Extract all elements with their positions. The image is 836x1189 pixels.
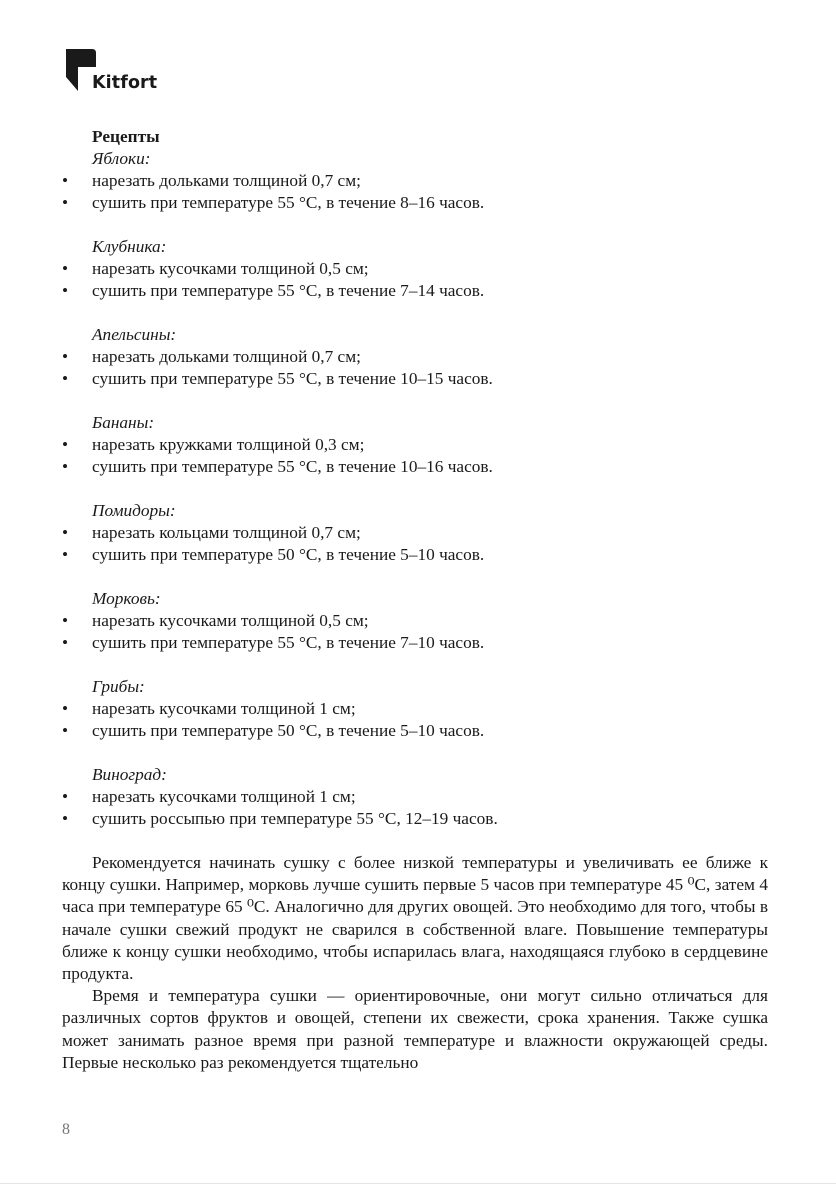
list-item-text: сушить при температуре 55 °С, в течение 8–16 часов. xyxy=(92,193,485,212)
list-item-text: сушить при температуре 50 °С, в течение 5–10 часов. xyxy=(92,545,485,564)
recipe-name: Апельсины: xyxy=(92,325,177,344)
bullet-dot: • xyxy=(62,171,69,190)
bullet-dot: • xyxy=(62,699,69,718)
list-item-text: сушить при температуре 50 °С, в течение 5–10 часов. xyxy=(92,721,485,740)
recipe-name: Клубника: xyxy=(92,237,167,256)
recipe-block xyxy=(62,676,768,742)
list-item-text: нарезать кусочками толщиной 1 см; xyxy=(92,699,356,718)
list-item-text: нарезать кусочками толщиной 0,5 см; xyxy=(92,259,369,278)
list-item xyxy=(62,434,768,456)
bullet-dot: • xyxy=(62,611,69,630)
bullet-dot: • xyxy=(62,281,69,300)
recipe-block xyxy=(62,588,768,654)
list-item xyxy=(62,258,768,280)
recipe-block xyxy=(62,236,768,302)
recipe-block xyxy=(62,148,768,214)
list-item-text: нарезать кусочками толщиной 1 см; xyxy=(92,787,356,806)
bullet-dot: • xyxy=(62,721,69,740)
recipe-name: Морковь: xyxy=(92,589,161,608)
bullet-dot: • xyxy=(62,809,69,828)
recipe-name: Виноград: xyxy=(92,765,167,784)
recipe-block xyxy=(62,412,768,478)
list-item-text: нарезать дольками толщиной 0,7 см; xyxy=(92,347,361,366)
list-item-text: сушить при температуре 55 °С, в течение 7–14 часов. xyxy=(92,281,485,300)
list-item xyxy=(62,456,768,478)
body-paragraph: Время и температура сушки — ориентировочные, они могут сильно отличаться для различных сортов фруктов и овощей, степени их свежести, срока хранения. Также сушка может занимать разное время при разной температуре и влажности окружающей среды. Первые несколько раз рекомендуется тщательно xyxy=(62,986,768,1072)
recipe-name: Помидоры: xyxy=(92,501,176,520)
bullet-dot: • xyxy=(62,787,69,806)
list-item xyxy=(62,610,768,632)
list-item-text: сушить при температуре 55 °С, в течение 10–15 часов. xyxy=(92,369,493,388)
list-item xyxy=(62,280,768,302)
bullet-dot: • xyxy=(62,347,69,366)
list-item xyxy=(62,368,768,390)
page-number: 8 xyxy=(62,1121,70,1138)
list-item-text: сушить россыпью при температуре 55 °С, 12–19 часов. xyxy=(92,809,498,828)
list-item xyxy=(62,170,768,192)
bullet-dot: • xyxy=(62,259,69,278)
recipe-name: Грибы: xyxy=(92,677,145,696)
bullet-dot: • xyxy=(62,369,69,388)
bullet-dot: • xyxy=(62,523,69,542)
list-item xyxy=(62,786,768,808)
recipe-block xyxy=(62,324,768,390)
bullet-dot: • xyxy=(62,435,69,454)
recipe-name: Бананы: xyxy=(92,413,155,432)
list-item-text: нарезать дольками толщиной 0,7 см; xyxy=(92,171,361,190)
section-heading: Рецепты xyxy=(92,127,160,146)
bullet-dot: • xyxy=(62,457,69,476)
list-item-text: сушить при температуре 55 °С, в течение 7–10 часов. xyxy=(92,633,485,652)
list-item-text: нарезать кусочками толщиной 0,5 см; xyxy=(92,611,369,630)
list-item-text: сушить при температуре 55 °С, в течение 10–16 часов. xyxy=(92,457,493,476)
list-item xyxy=(62,346,768,368)
bullet-dot: • xyxy=(62,193,69,212)
body-paragraph: Рекомендуется начинать сушку с более низкой температуры и увеличивать ее ближе к концу сушки. Например, морковь лучше сушить первые 5 часов при температуре 45 ⁰С, затем 4 часа при температуре 65 ⁰С. Аналогично для других овощей. Это необходимо для того, чтобы в начале сушки свежий продукт не сварился в собственной влаге. Повышение температуры ближе к концу сушки необходимо, чтобы испарилась влага, находящаяся глубоко в сердцевине продукта. xyxy=(62,853,768,984)
list-item xyxy=(62,192,768,214)
recipe-block xyxy=(62,764,768,830)
list-item xyxy=(62,632,768,654)
recipes-section xyxy=(62,126,768,1074)
bullet-dot: • xyxy=(62,633,69,652)
kitfort-logo xyxy=(62,47,172,97)
list-item-text: нарезать кольцами толщиной 0,7 см; xyxy=(92,523,361,542)
recipe-block xyxy=(62,500,768,566)
bullet-dot: • xyxy=(62,545,69,564)
list-item xyxy=(62,522,768,544)
list-item xyxy=(62,720,768,742)
logo-brand-text: Kitfort xyxy=(92,73,158,93)
recipe-name: Яблоки: xyxy=(92,149,151,168)
list-item xyxy=(62,808,768,830)
list-item xyxy=(62,698,768,720)
page-edge-divider xyxy=(0,1183,836,1184)
list-item xyxy=(62,544,768,566)
list-item-text: нарезать кружками толщиной 0,3 см; xyxy=(92,435,365,454)
